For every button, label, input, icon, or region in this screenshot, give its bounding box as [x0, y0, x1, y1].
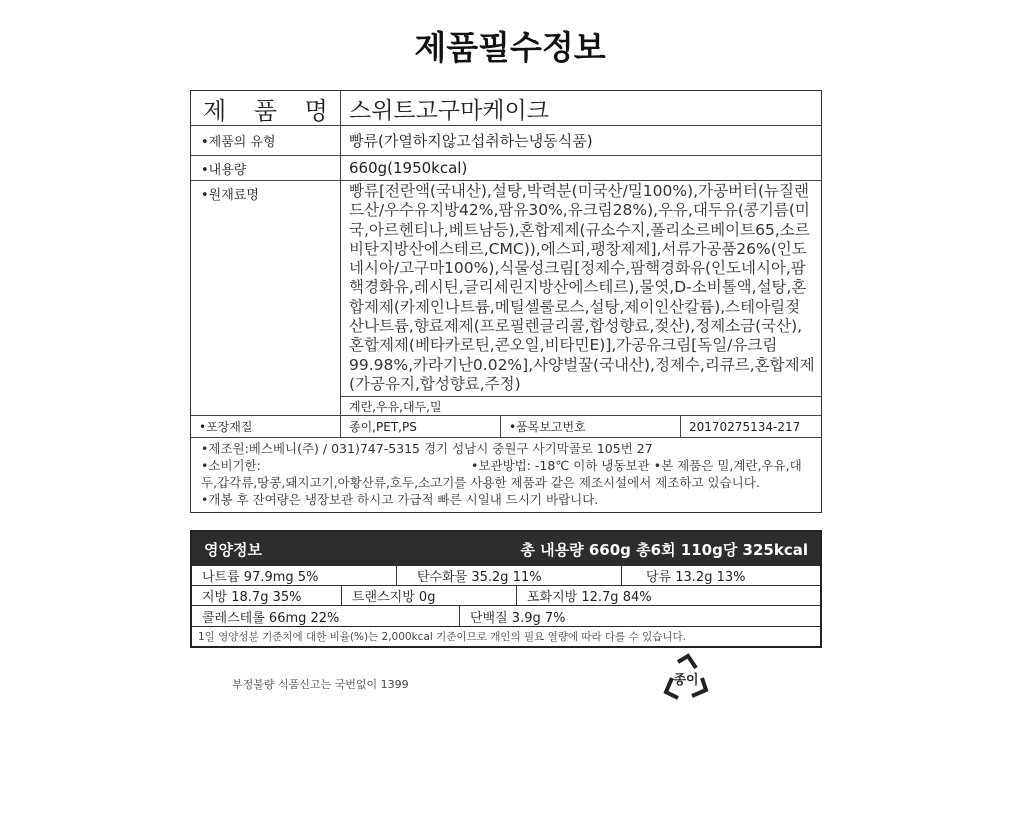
report-label: •품목보고번호 [501, 416, 681, 437]
report-number: 20170275134-217 [689, 419, 801, 434]
report-hotline: 부정불량 식품신고는 국번없이 1399 [232, 678, 409, 691]
allergens: 계란,우유,대두,밀 [341, 396, 821, 415]
nutrient: 나트륨 97.9mg 5% [192, 566, 397, 585]
nutrition-note: 1일 영양성분 기준치에 대한 비율(%)는 2,000kcal 기준이므로 개인의 필요 열량에 따라 다를 수 있습니다. [192, 626, 820, 646]
content-value: 660g(1950kcal) [349, 159, 468, 177]
product-name: 스위트고구마케이크 [349, 97, 549, 124]
ingredients-value: 빵류[전란액(국내산),설탕,박력분(미국산/밀100%),가공버터(뉴질랜드산/우수유지방42%,팜유30%,유크림28%),우유,대두유(콩기름(미국,아르헨티나,베트남등),혼합제제(규소수지,폴리소르베이트65,소르비탄지방산에스테르,CMC)),에스피,팽창제제],서류가공품26%(인도네시아/고구마100%),식물성크림[정제수,팜핵경화유(인도네시아,팜핵경화유,레시틴,글리세린지방산에스테르),물엿,D-소비톨액,설탕,혼합제제(카제인나트륨,메틸셀룰로스,설탕,제이인산칼륨),스테아릴젖산나트륨,향료제제(프로필렌글리콜,합성향료,젖산),정제소금(국산),혼합제제(베타카로틴,콘오일,비타민E)],가공유크림[독일/유크림99.98%,카라기난0.02%],사양벌꿀(국내산),정제수,리큐르,혼합제제(가공유지,합성향료,주정) [349, 182, 815, 393]
type-label: •제품의 유형 [191, 126, 341, 155]
packaging-value: 종이,PET,PS [341, 416, 501, 437]
content-label: •내용량 [191, 156, 341, 180]
expiry-label: •소비기한: [201, 458, 261, 474]
recycle-paper-icon [656, 648, 716, 708]
nutrition-title: 영양정보 [204, 540, 262, 559]
storage: •보관방법: -18℃ 이하 냉동보관 [471, 458, 650, 474]
nutrient: 포화지방 12.7g 84% [527, 590, 652, 605]
ingredients-label: •원재료명 [191, 181, 341, 396]
nutrition-summary: 총 내용량 660g 총6회 110g당 325kcal [520, 540, 808, 559]
nutrient: 지방 18.7g 35% [192, 586, 342, 605]
product-info-table [190, 90, 822, 513]
page-title: 제품필수정보 [414, 28, 606, 67]
nutrient: 트랜스지방 0g [342, 586, 517, 605]
allergy-notice: •본 제품은 밀,계란,우유,대두,갑각류,땅콩,돼지고기,아황산류,호두,소고기를 사용한 제품과 같은 제조시설에서 제조하고 있습니다. [201, 458, 802, 491]
after-open-notice: •개봉 후 잔여량은 냉장보관 하시고 가급적 빠른 시일내 드시기 바랍니다. [201, 492, 599, 508]
product-notes [191, 438, 821, 512]
recycle-label: 종이 [673, 673, 699, 688]
product-name-label: 제 품 명 [191, 91, 341, 125]
type-value: 빵류(가열하지않고섭취하는냉동식품) [349, 132, 593, 150]
nutrient: 단백질 3.9g 7% [470, 610, 566, 626]
nutrient: 당류 13.2g 13% [646, 570, 746, 585]
nutrient: 콜레스테롤 66mg 22% [192, 606, 460, 626]
manufacturer: •제조원:베스베니(주) / 031)747-5315 경기 성남시 중원구 사기막골로 105번 27 [201, 441, 653, 457]
nutrient: 탄수화물 35.2g 11% [397, 566, 622, 585]
packaging-label: •포장재질 [191, 416, 341, 437]
nutrition-facts [190, 530, 822, 648]
